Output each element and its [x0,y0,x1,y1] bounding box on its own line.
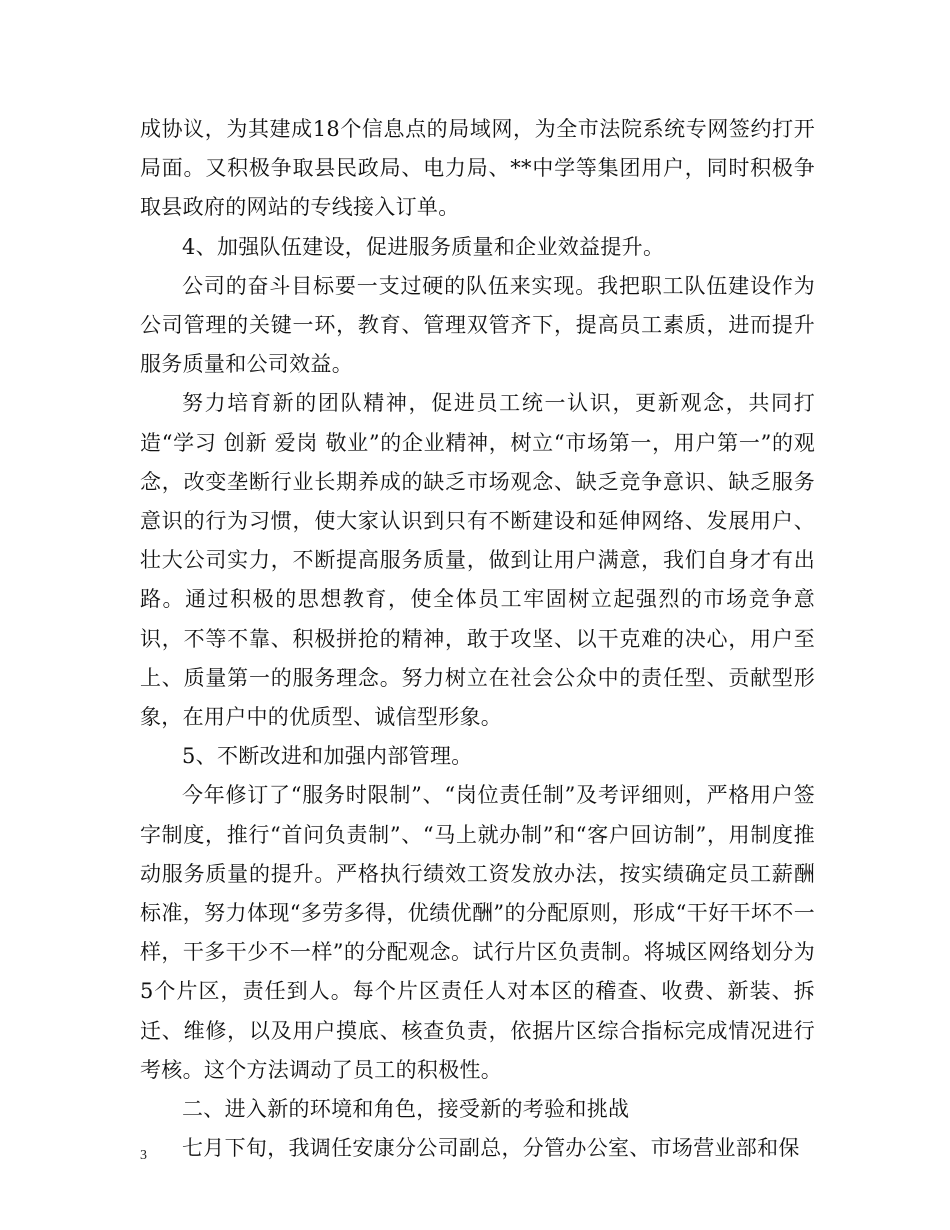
paragraph: 努力培育新的团队精神，促进员工统一认识，更新观念，共同打造“学习 创新 爱岗 敬业”的企业精神，树立“市场第一，用户第一”的观念，改变垄断行业长期养成的缺乏市场观念、缺乏竞争意识、缺乏服务意识的行为习惯，使大家认识到只有不断建设和延伸网络、发展用户、壮大公司实力，不断提高服务质量，做到让用户满意，我们自身才有出路。通过积极的思想教育，使全体员工牢固树立起强烈的市场竞争意识，不等不靠、积极拼抢的精神，敢于攻坚、以干克难的决心，用户至上、质量第一的服务理念。努力树立在社会公众中的责任型、贡献型形象，在用户中的优质型、诚信型形象。 [140,391,815,730]
section-heading-team-building: 4、加强队伍建设，促进服务质量和企业效益提升。 [182,234,665,259]
paragraph: 今年修订了“服务时限制”、“岗位责任制”及考评细则，严格用户签字制度，推行“首问负责制”、“马上就办制”和“客户回访制”，用制度推动服务质量的提升。严格执行绩效工资发放办法，按实绩确定员工薪酬标准，努力体现“多劳多得，优绩优酬”的分配原则，形成“干好干坏不一样，干多干少不一样”的分配观念。试行片区负责制。将城区网络划分为5个片区，责任到人。每个片区责任人对本区的稽查、收费、新装、拆迁、维修，以及用户摸底、核查负责，依据片区综合指标完成情况进行考核。这个方法调动了员工的积极性。 [140,783,815,1082]
page-number: 3 [140,1148,147,1163]
document-body [140,110,815,1168]
section-heading-new-role: 二、进入新的环境和角色，接受新的考验和挑战 [182,1097,630,1122]
paragraph: 七月下旬，我调任安康分公司副总，分管办公室、市场营业部和保 [182,1136,800,1161]
paragraph: 成协议，为其建成18个信息点的局域网，为全市法院系统专网签约打开局面。又积极争取县民政局、电力局、**中学等集团用户，同时积极争取县政府的网站的专线接入订单。 [140,117,815,220]
section-heading-internal-management: 5、不断改进和加强内部管理。 [182,744,473,769]
paragraph: 公司的奋斗目标要一支过硬的队伍来实现。我把职工队伍建设作为公司管理的关键一环，教育、管理双管齐下，提高员工素质，进而提升服务质量和公司效益。 [140,273,815,377]
